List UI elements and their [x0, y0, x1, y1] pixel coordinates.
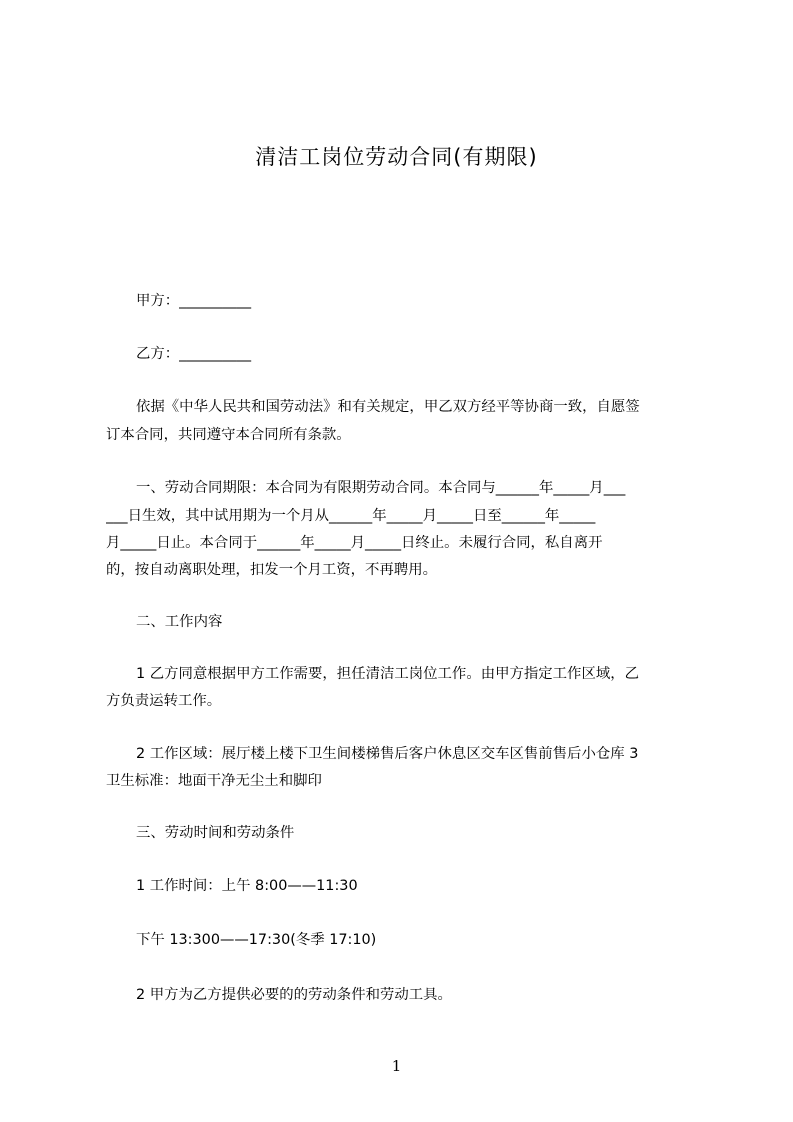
section2-item2-line: 卫生标准：地面干净无尘土和脚印 — [106, 773, 322, 789]
party-b-line: 乙方：__________ — [136, 346, 252, 362]
preamble-line: 订本合同，共同遵守本合同所有条款。 — [106, 427, 351, 443]
document-title: 清洁工岗位劳动合同(有期限) — [255, 145, 538, 169]
section1-line: 月_____日止。本合同于______年_____月_____日终止。未履行合同，私自离开 — [106, 535, 603, 551]
section1-line: 的，按自动离职处理，扣发一个月工资，不再聘用。 — [106, 562, 437, 578]
section2-item2-line: 2 工作区域：展厅楼上楼下卫生间楼梯售后客户休息区交车区售前售后小仓库 3 — [136, 746, 639, 762]
preamble-line: 依据《中华人民共和国劳动法》和有关规定，甲乙双方经平等协商一致，自愿签 — [136, 399, 640, 415]
page-number: 1 — [391, 1057, 402, 1075]
work-hours-afternoon: 下午 13:300——17:30(冬季 17:10) — [136, 932, 377, 948]
section2-heading: 二、工作内容 — [136, 614, 223, 630]
section3-heading: 三、劳动时间和劳动条件 — [136, 825, 295, 841]
section2-item1-line: 1 乙方同意根据甲方工作需要，担任清洁工岗位工作。由甲方指定工作区域，乙 — [136, 666, 640, 682]
section1-line: 一、劳动合同期限：本合同为有限期劳动合同。本合同与______年_____月___ — [136, 480, 626, 496]
section2-item1-line: 方负责运转工作。 — [106, 693, 222, 709]
section3-item2: 2 甲方为乙方提供必要的的劳动条件和劳动工具。 — [136, 987, 452, 1003]
work-hours-morning: 1 工作时间：上午 8:00——11:30 — [136, 878, 358, 894]
party-a-line: 甲方：__________ — [136, 293, 252, 309]
section1-line: ___日生效，其中试用期为一个月从______年_____月_____日至______年_____ — [106, 508, 596, 524]
